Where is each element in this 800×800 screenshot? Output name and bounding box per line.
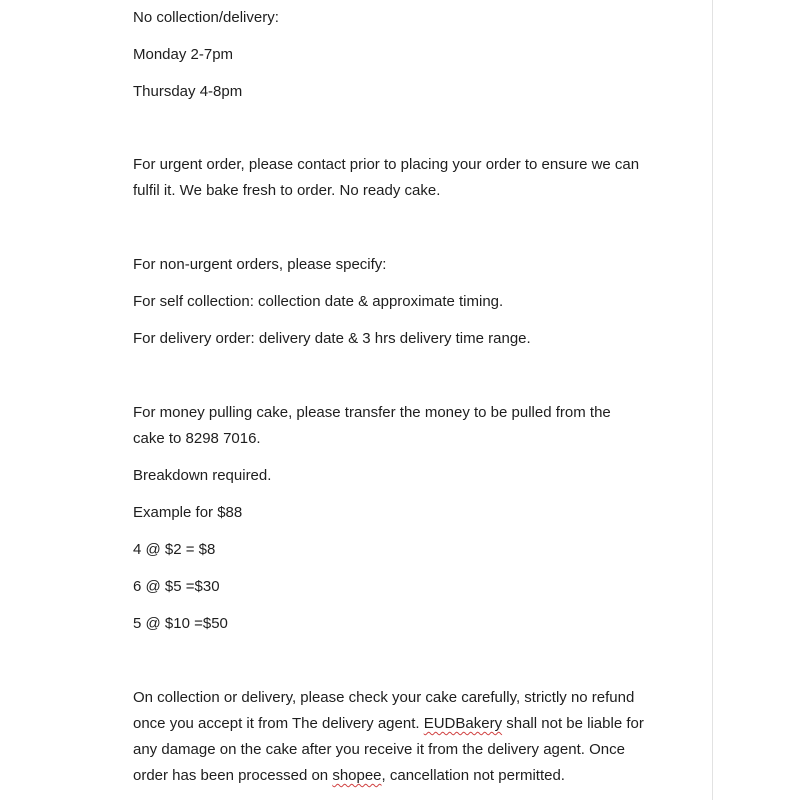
final-notice-paragraph xyxy=(133,685,673,789)
final-line-2-start: once you accept it from The delivery agent. xyxy=(133,715,424,732)
self-collection-instruction: For self collection: collection date & approximate timing. xyxy=(133,293,504,310)
final-line-3: any damage on the cake after you receive it from the delivery agent. Once xyxy=(133,741,625,758)
money-line-1: For money pulling cake, please transfer the money to be pulled from the xyxy=(133,404,611,421)
final-line-4-end: , cancellation not permitted. xyxy=(381,767,565,784)
non-urgent-heading: For non-urgent orders, please specify: xyxy=(133,256,387,273)
example-row-1: 4 @ $2 = $8 xyxy=(133,541,216,558)
final-line-4-start: order has been processed on xyxy=(133,767,333,784)
platform-name-spellcheck: shopee xyxy=(332,767,382,784)
example-heading: Example for $88 xyxy=(133,504,243,521)
final-line-2 xyxy=(133,711,673,737)
collection-day-thursday: Thursday 4-8pm xyxy=(133,83,243,100)
urgent-line-1: For urgent order, please contact prior to placing your order to ensure we can xyxy=(133,156,640,173)
breakdown-required: Breakdown required. xyxy=(133,467,272,484)
money-line-2: cake to 8298 7016. xyxy=(133,430,261,447)
final-line-4 xyxy=(133,763,673,789)
delivery-order-instruction: For delivery order: delivery date & 3 hrs delivery time range. xyxy=(133,330,531,347)
final-line-1: On collection or delivery, please check your cake carefully, strictly no refund xyxy=(133,689,635,706)
example-row-2: 6 @ $5 =$30 xyxy=(133,578,220,595)
no-collection-heading: No collection/delivery: xyxy=(133,9,279,26)
money-pulling-paragraph xyxy=(133,400,673,452)
brand-name-spellcheck: EUDBakery xyxy=(423,715,503,732)
example-row-3: 5 @ $10 =$50 xyxy=(133,615,228,632)
urgent-line-2: fulfil it. We bake fresh to order. No ready cake. xyxy=(133,182,441,199)
page-edge-divider xyxy=(712,0,713,800)
urgent-order-paragraph xyxy=(133,152,673,204)
final-line-2-end: shall not be liable for xyxy=(502,715,644,732)
collection-day-monday: Monday 2-7pm xyxy=(133,46,234,63)
